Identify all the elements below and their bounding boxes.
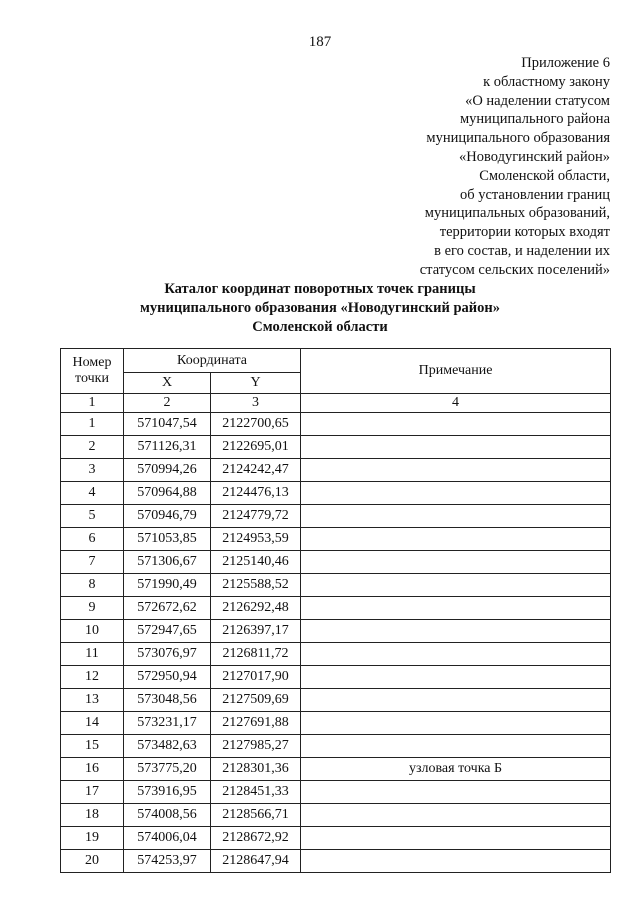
note-cell <box>301 804 611 827</box>
table-row <box>61 459 611 482</box>
x-header: X <box>124 373 211 394</box>
table-row <box>61 827 611 850</box>
table-row <box>61 666 611 689</box>
x-coordinate-cell: 571047,54 <box>124 413 211 436</box>
y-coordinate-cell: 2124779,72 <box>211 505 301 528</box>
note-cell <box>301 735 611 758</box>
note-cell <box>301 413 611 436</box>
appendix-line: к областному закону <box>483 73 610 90</box>
point-number-header-line: точки <box>75 371 109 386</box>
note-cell <box>301 459 611 482</box>
page-number: 187 <box>308 34 332 50</box>
note-cell <box>301 528 611 551</box>
note-cell <box>301 620 611 643</box>
title-line: муниципального образования «Новодугинский район» <box>140 300 500 316</box>
appendix-line: «О наделении статусом <box>465 92 610 109</box>
appendix-line: территории которых входят <box>439 224 610 241</box>
y-coordinate-cell: 2127017,90 <box>211 666 301 689</box>
appendix-line: муниципальных образований, <box>424 205 610 222</box>
note-cell <box>301 712 611 735</box>
y-coordinate-cell: 2127509,69 <box>211 689 301 712</box>
y-coordinate-cell: 2125140,46 <box>211 551 301 574</box>
point-number-cell: 1 <box>61 413 124 436</box>
x-coordinate-cell: 571990,49 <box>124 574 211 597</box>
y-header: Y <box>211 373 301 394</box>
table-row <box>61 413 611 436</box>
point-number-cell: 20 <box>61 850 124 873</box>
table-row <box>61 735 611 758</box>
y-coordinate-cell: 2126397,17 <box>211 620 301 643</box>
document-title <box>0 280 640 337</box>
note-cell <box>301 643 611 666</box>
x-coordinate-cell: 573482,63 <box>124 735 211 758</box>
point-number-cell: 14 <box>61 712 124 735</box>
appendix-header <box>280 54 610 280</box>
appendix-line: муниципального образования <box>426 130 610 147</box>
table-row <box>61 505 611 528</box>
point-number-cell: 6 <box>61 528 124 551</box>
y-coordinate-cell: 2125588,52 <box>211 574 301 597</box>
point-number-cell: 18 <box>61 804 124 827</box>
y-coordinate-cell: 2126292,48 <box>211 597 301 620</box>
point-number-header-line: Номер <box>72 355 112 370</box>
note-cell <box>301 781 611 804</box>
appendix-line: в его состав, и наделении их <box>434 242 610 259</box>
note-cell <box>301 597 611 620</box>
y-coordinate-cell: 2128301,36 <box>211 758 301 781</box>
x-coordinate-cell: 574008,56 <box>124 804 211 827</box>
table-row <box>61 643 611 666</box>
note-cell <box>301 850 611 873</box>
table-row <box>61 758 611 781</box>
y-coordinate-cell: 2122695,01 <box>211 436 301 459</box>
point-number-cell: 13 <box>61 689 124 712</box>
x-coordinate-cell: 573048,56 <box>124 689 211 712</box>
table-row <box>61 528 611 551</box>
coordinates-table <box>60 348 611 873</box>
table-row <box>61 482 611 505</box>
table-row <box>61 597 611 620</box>
column-number: 4 <box>301 394 611 413</box>
x-coordinate-cell: 571053,85 <box>124 528 211 551</box>
appendix-line: «Новодугинский район» <box>459 148 610 165</box>
x-coordinate-cell: 571306,67 <box>124 551 211 574</box>
x-coordinate-cell: 572672,62 <box>124 597 211 620</box>
y-coordinate-cell: 2124953,59 <box>211 528 301 551</box>
table-row <box>61 850 611 873</box>
point-number-cell: 19 <box>61 827 124 850</box>
note-cell <box>301 551 611 574</box>
appendix-line: муниципального района <box>460 111 610 128</box>
x-coordinate-cell: 570994,26 <box>124 459 211 482</box>
title-line: Каталог координат поворотных точек границы <box>164 281 476 297</box>
y-coordinate-cell: 2124476,13 <box>211 482 301 505</box>
coordinate-header: Координата <box>124 349 301 373</box>
point-number-cell: 17 <box>61 781 124 804</box>
column-number: 3 <box>211 394 301 413</box>
x-coordinate-cell: 571126,31 <box>124 436 211 459</box>
y-coordinate-cell: 2128451,33 <box>211 781 301 804</box>
x-coordinate-cell: 574253,97 <box>124 850 211 873</box>
note-header: Примечание <box>301 349 611 394</box>
appendix-line: статусом сельских поселений» <box>419 261 610 278</box>
title-line: Смоленской области <box>252 319 388 335</box>
x-coordinate-cell: 573231,17 <box>124 712 211 735</box>
point-number-cell: 15 <box>61 735 124 758</box>
point-number-cell: 8 <box>61 574 124 597</box>
y-coordinate-cell: 2128672,92 <box>211 827 301 850</box>
point-number-cell: 12 <box>61 666 124 689</box>
point-number-cell: 9 <box>61 597 124 620</box>
table-row <box>61 689 611 712</box>
table-row <box>61 712 611 735</box>
point-number-cell: 11 <box>61 643 124 666</box>
point-number-cell: 5 <box>61 505 124 528</box>
point-number-header <box>61 349 124 394</box>
point-number-cell: 10 <box>61 620 124 643</box>
x-coordinate-cell: 573076,97 <box>124 643 211 666</box>
x-coordinate-cell: 572950,94 <box>124 666 211 689</box>
table-row <box>61 574 611 597</box>
point-number-cell: 2 <box>61 436 124 459</box>
appendix-line: об установлении границ <box>459 186 610 203</box>
y-coordinate-cell: 2128566,71 <box>211 804 301 827</box>
x-coordinate-cell: 573916,95 <box>124 781 211 804</box>
y-coordinate-cell: 2124242,47 <box>211 459 301 482</box>
column-number: 1 <box>61 394 124 413</box>
table-row <box>61 804 611 827</box>
y-coordinate-cell: 2127985,27 <box>211 735 301 758</box>
table-row <box>61 551 611 574</box>
note-cell <box>301 436 611 459</box>
appendix-line: Смоленской области, <box>479 167 610 184</box>
note-cell: узловая точка Б <box>301 758 611 781</box>
point-number-cell: 4 <box>61 482 124 505</box>
x-coordinate-cell: 573775,20 <box>124 758 211 781</box>
x-coordinate-cell: 570964,88 <box>124 482 211 505</box>
x-coordinate-cell: 574006,04 <box>124 827 211 850</box>
y-coordinate-cell: 2127691,88 <box>211 712 301 735</box>
column-number: 2 <box>124 394 211 413</box>
point-number-cell: 7 <box>61 551 124 574</box>
note-cell <box>301 666 611 689</box>
appendix-line: Приложение 6 <box>521 55 610 71</box>
table-row <box>61 620 611 643</box>
y-coordinate-cell: 2128647,94 <box>211 850 301 873</box>
note-cell <box>301 689 611 712</box>
y-coordinate-cell: 2122700,65 <box>211 413 301 436</box>
x-coordinate-cell: 570946,79 <box>124 505 211 528</box>
x-coordinate-cell: 572947,65 <box>124 620 211 643</box>
table-row <box>61 781 611 804</box>
table-row <box>61 436 611 459</box>
note-cell <box>301 827 611 850</box>
point-number-cell: 16 <box>61 758 124 781</box>
note-cell <box>301 482 611 505</box>
note-cell <box>301 505 611 528</box>
y-coordinate-cell: 2126811,72 <box>211 643 301 666</box>
note-cell <box>301 574 611 597</box>
point-number-cell: 3 <box>61 459 124 482</box>
coordinates-table-body <box>61 413 611 873</box>
